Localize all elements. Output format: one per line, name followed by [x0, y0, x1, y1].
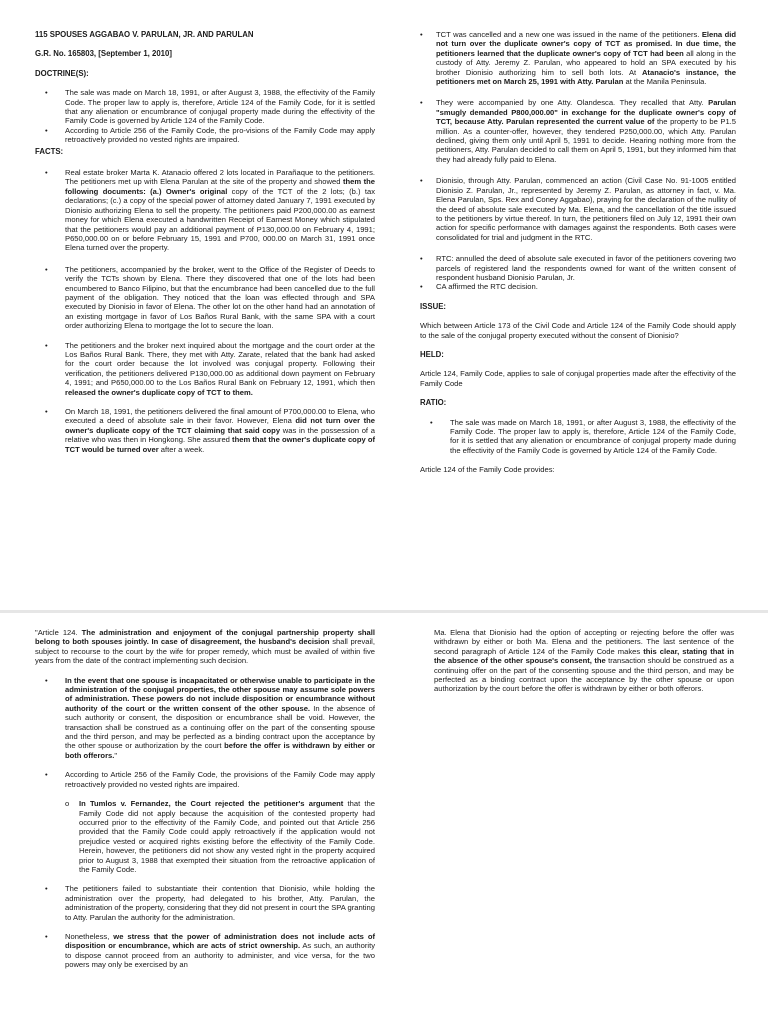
bullet-icon: • [45, 168, 48, 178]
bullet-icon: • [420, 282, 423, 292]
doctrine-item: • According to Article 256 of the Family Code, the pro-visions of the Family Code may apply retroactively provided no vested rights are impaired. [45, 125, 375, 145]
facts-heading: FACTS: [35, 146, 64, 156]
facts-item: • The petitioners and the broker next inquired about the mortgage and the court order at the Los Baños Rural Bank. There, they met with Atty. Zarate, related that the bank had asked for the court order because the lot involved was conjugal property. Following their verification, the petitioners delivered P130,000.00 as additional down payment on February 4, 1991; and P650,000.00 to the Los Baños Rural Bank on February 12, 1991, which then released the owner's duplicate copy of TCT to them. [45, 340, 375, 397]
facts-continued-list [420, 30, 736, 292]
bullet-icon: • [420, 98, 423, 108]
page1-left-column [35, 30, 375, 454]
doctrine-heading: DOCTRINE(S): [35, 68, 89, 78]
facts-item: • CA affirmed the RTC decision. [420, 282, 538, 292]
bullet-icon: • [45, 675, 48, 685]
doctrine-item: • The sale was made on March 18, 1991, or after August 3, 1988, the effectivity of the Family Code. The proper law to apply is, therefore, Article 124 of the Family Code, for it is settled that any alienation or encumbrance of conjugal property made during the effectivity of the Family Code is governed by Article 124 of the Family Code. [45, 88, 375, 126]
bullet-icon: • [420, 176, 423, 186]
facts-item: • RTC: annulled the deed of absolute sale executed in favor of the petitioners covering two parcels of registered land the respondents owned for want of the written consent of respondent husband Dionisio Parulan, Jr. [420, 254, 736, 282]
facts-item: • On March 18, 1991, the petitioners delivered the final amount of P700,000.00 to Elena, who executed a deed of absolute sale in their favor. However, Elena did not turn over the owner's duplicate copy of the TCT claiming that said copy was in the possession of a relative who was then in Hongkong. She assured them that the owner's duplicate copy of TCT would be turned over after a week. [45, 407, 376, 454]
article-bullets-2 [35, 884, 375, 969]
bullet-icon: • [45, 340, 48, 350]
held-text: Article 124, Family Code, applies to sale of conjugal properties made after the effectivity of the Family Code [420, 369, 737, 388]
page2-left-column [35, 628, 375, 970]
issue-heading: ISSUE: [420, 301, 446, 311]
provides-text: Article 124 of the Family Code provides: [420, 465, 555, 475]
article-bullet: • In the event that one spouse is incapacitated or otherwise unable to participate in the administration of the conjugal properties, the other spouse may assume sole powers of administration. These powers do not include disposition or encumbrance without authority of the court or the written consent of the other spouse. In the absence of such authority or consent, the disposition or encumbrance shall be void. However, the transaction shall be construed as a continuing offer on the part of the consenting spouse and the third person, and may be perfected as a binding contract upon the acceptance by the other spouse or authorization by the court before the offer is withdrawn by either or both offerors." [45, 675, 375, 760]
facts-item: • They were accompanied by one Atty. Olandesca. They recalled that Atty. Parulan "smugly demanded P800,000.00" in exchange for the duplicate owner's copy of TCT, because Atty. Parulan represented the current value of the property to be P1.5 million. As a counter-offer, however, they tendered P250,000.00, which Atty. Parulan declined, giving them only until April 5, 1991 to decide. Hearing nothing more from the petitioners, Atty. Parulan decided to call them on April 5, 1991, but they informed him that they had already fully paid to Elena. [420, 98, 736, 164]
article-bullet: • According to Article 256 of the Family Code, the provisions of the Family Code may apply retroactively provided no vested rights are impaired. [45, 770, 375, 789]
ratio-item: • The sale was made on March 18, 1991, or after August 3, 1988, the effectivity of the Family Code. The proper law to apply is, therefore, Article 124 of the Family Code, for it is settled that any alienation or encumbrance of conjugal property made during the effectivity of the Family Code is governed by Article 124 of the Family Code. [430, 417, 736, 455]
page2-right-column [434, 628, 734, 694]
page-2 [0, 613, 768, 1024]
issue-text: Which between Article 173 of the Civil Code and Article 124 of the Family Code should apply to the sale of the conjugal property executed without the consent of Dionisio? [420, 321, 736, 340]
sub-bullet-item: o In Tumlos v. Fernandez, the Court rejected the petitioner's argument that the Family Code did not apply because the acquisition of the contested property had occurred prior to the effectivity of the Family Code, and pointed out that Article 256 provided that the Family Code could apply retroactively if the application would not prejudice vested or acquired rights existing before the effectivity of the Family Code. Herein, however, the petitioners did not show any vested right in the property acquired prior to August 3, 1988 that exempted their situation from the retroactive application of the Family Code. [65, 799, 375, 874]
doctrine-list [35, 88, 375, 144]
sub-bullets [35, 799, 375, 874]
facts-item: • The petitioners, accompanied by the broker, went to the Office of the Register of Deeds to verify the TCTs shown by Elena. There they discovered that one of the lots had been encumbered to Banco Filipino, but that the encumbrance had been cancelled due to the full payment of the obligation. They noticed that the loan was effected through and SPA executed by Dionisio in favor of Elena. The other lot on the other hand had an annotation of an existing mortgage in favor of Los Baños Rural Bank, with the same SPA with a court order authorizing Elena to mortgage the lot to secure the loan. [45, 264, 375, 331]
ratio-heading: RATIO: [420, 398, 447, 408]
article-bullet: • The petitioners failed to substantiate their contention that Dionisio, while holding the administration over the property, had delegated to his brother, Atty. Parulan, the administration of the property, considering that they did not present in court the SPA granting to Atty. Parulan the authority for the administration. [45, 884, 375, 922]
bullet-icon: • [45, 264, 48, 274]
article-bullet: • Nonetheless, we stress that the power of administration does not include acts of disposition or encumbrance, which are acts of strict ownership. As such, an authority to dispose cannot proceed from an authority to administer, and vice versa, for the two powers may only be exercised by an [45, 931, 375, 970]
bullet-icon: • [45, 770, 48, 780]
ratio-list [420, 418, 736, 456]
bullet-icon: • [45, 884, 48, 894]
bullet-icon: • [45, 931, 48, 941]
article-bullets [35, 676, 375, 789]
continuation-paragraph: Ma. Elena that Dionisio had the option of accepting or rejecting before the offer was withdrawn by either or both Ma. Elena and the petitioners. The last sentence of the second paragraph of Article 124 of the Family Code makes this clear, stating that in the absence of the other spouse's consent, the transaction should be construed as a continuing offer on the part of the consenting spouse and the third person, and may be perfected as a binding contract upon the acceptance by the other spouse or upon authorization by the court before the offer is withdrawn by either or both offerors. [434, 628, 734, 694]
facts-list [35, 168, 375, 454]
case-gr-number: G.R. No. 165803, [September 1, 2010] [35, 49, 172, 59]
case-title: 115 SPOUSES AGGABAO V. PARULAN, JR. AND PARULAN [35, 30, 254, 39]
page1-right-column [420, 30, 736, 475]
held-heading: HELD: [420, 349, 444, 359]
article-124-quote: "Article 124. The administration and enjoyment of the conjugal partnership property shall belong to both spouses jointly. In case of disagreement, the husband's decision shall prevail, subject to recourse to the court by the wife for proper remedy, which must be availed of within five years from the date of the contract implementing such decision. [35, 628, 375, 666]
bullet-icon: • [420, 254, 423, 264]
facts-item: • Real estate broker Marta K. Atanacio offered 2 lots located in Parañaque to the petitioners. The petitioners met up with Elena Parulan at the site of the property and showed them the following documents: (a.) Owner's original copy of the TCT of the 2 lots; (b.) tax declarations; (c.) a copy of the special power of attorney dated January 7, 1991 executed by Dionisio authorizing Elena to sell the property. The petitioners paid P200,000.00 as earnest money for which Elena executed a handwritten Receipt of Earnest Money which stipulated that the petitioners would pay an additional payment of P130,000.00 on February 4, 1991; P650,000.00 on or before February 15, 1991 and P700, 000.00 on March 31, 1991 once Elena turned over the property. [45, 168, 375, 253]
facts-item: • TCT was cancelled and a new one was issued in the name of the petitioners. Elena did not turn over the duplicate owner's copy of TCT as promised. In due time, the petitioners learned that the duplicate owner's copy of TCT had been all along in the custody of Atty. Jeremy Z. Parulan, who appeared to hold an SPA executed by his brother Dionisio authorizing him to sell both lots. At Atanacio's instance, the petitioners met on March 25, 1991 with Atty. Parulan at the Manila Peninsula. [420, 30, 736, 87]
bullet-icon: • [45, 407, 48, 416]
bullet-icon: • [45, 125, 48, 135]
bullet-icon: • [45, 88, 48, 98]
bullet-icon: • [430, 417, 433, 427]
facts-item: • Dionisio, through Atty. Parulan, commenced an action (Civil Case No. 91-1005 entitled Dionisio Z. Parulan, Jr., represented by Jeremy Z. Parulan, as attorney in fact, v. Ma. Elena Parulan, Sps. Rex and Coney Aggabao), praying for the declaration of the nullity of the deed of absolute sale executed by Ma. Elena, and the cancellation of the title issued to the petitioners by virtue thereof. In turn, the petitioners filed on July 12, 1991 their own action for specific performance with damages against the respondents. Both cases were consolidated for trial and judgment in the RTC. [420, 176, 736, 242]
bullet-icon: • [420, 30, 423, 39]
sub-bullet-icon: o [65, 799, 70, 809]
